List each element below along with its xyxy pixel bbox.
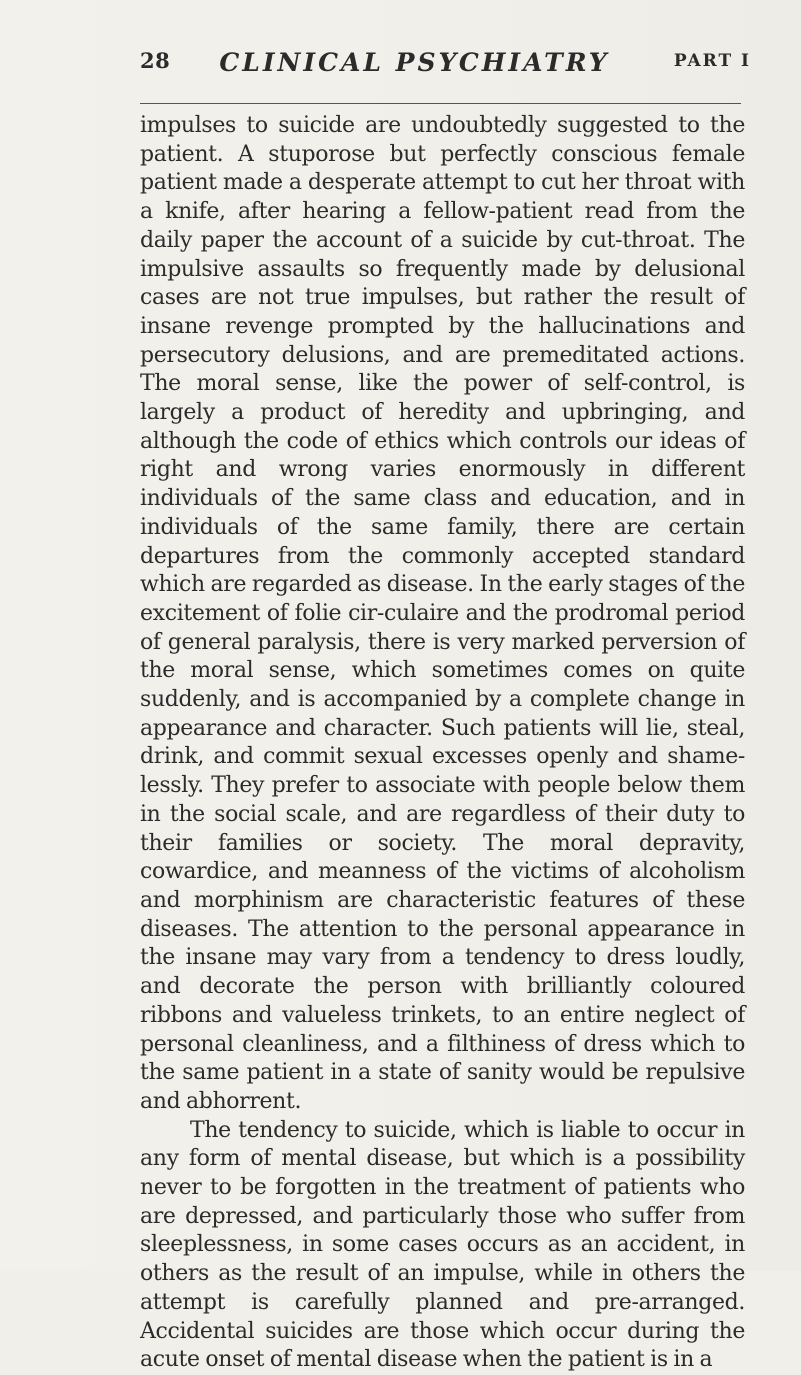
- paragraph-2: The tendency to suicide, which is liable to occur in any form of mental disease, but which is a possibility never to be forgotten in the treatment of patients who are depressed, and particularly those who suffer from sleeplessness, in some cases occurs as an accident, in others as the result of an impulse, while in others the attempt is carefully planned and pre-arranged. Accidental suicides are those which occur during the acute onset of mental disease when the patient is in a: [140, 1117, 745, 1373]
- header-rule: [140, 103, 741, 104]
- running-title: CLINICAL PSYCHIATRY: [219, 48, 610, 77]
- part-label: PART I: [673, 51, 751, 71]
- paragraph-1: impulses to suicide are undoubtedly suggested to the patient. A stuporose but perfectly conscious female patient made a desperate attempt to cut her throat with a knife, after hearing a fellow-patient read from the daily paper the account of a suicide by cut-throat. The impulsive assaults so frequently made by delusional cases are not true impulses, but rather the result of insane revenge prompted by the hallucinations and persecutory delusions, and are premeditated actions. The moral sense, like the power of self-control, is largely a product of heredity and upbringing, and although the code of ethics which controls our ideas of right and wrong varies enormously in different individuals of the same class and education, and in individuals of the same family, there are certain departures from the commonly accepted standard which are regarded as disease. In the early stages of the excitement of folie cir-culaire and the prodromal period of general paralysis, there is very marked perversion of the moral sense, which sometimes comes on quite suddenly, and is accompanied by a complete change in appearance and character. Such patients will lie, steal, drink, and commit sexual excesses openly and shame-lessly. They prefer to associate with people below them in the social scale, and are regardless of their duty to their families or society. The moral depravity, cowardice, and meanness of the victims of alcoholism and morphinism are characteristic features of these diseases. The attention to the personal appearance in the insane may vary from a tendency to dress loudly, and decorate the person with brilliantly coloured ribbons and valueless trinkets, to an entire neglect of personal cleanliness, and a filthiness of dress which to the same patient in a state of sanity would be repulsive and abhorrent.: [140, 113, 745, 1114]
- page-header: [140, 48, 751, 88]
- body-text: [140, 112, 745, 1375]
- page-number: 28: [140, 48, 171, 73]
